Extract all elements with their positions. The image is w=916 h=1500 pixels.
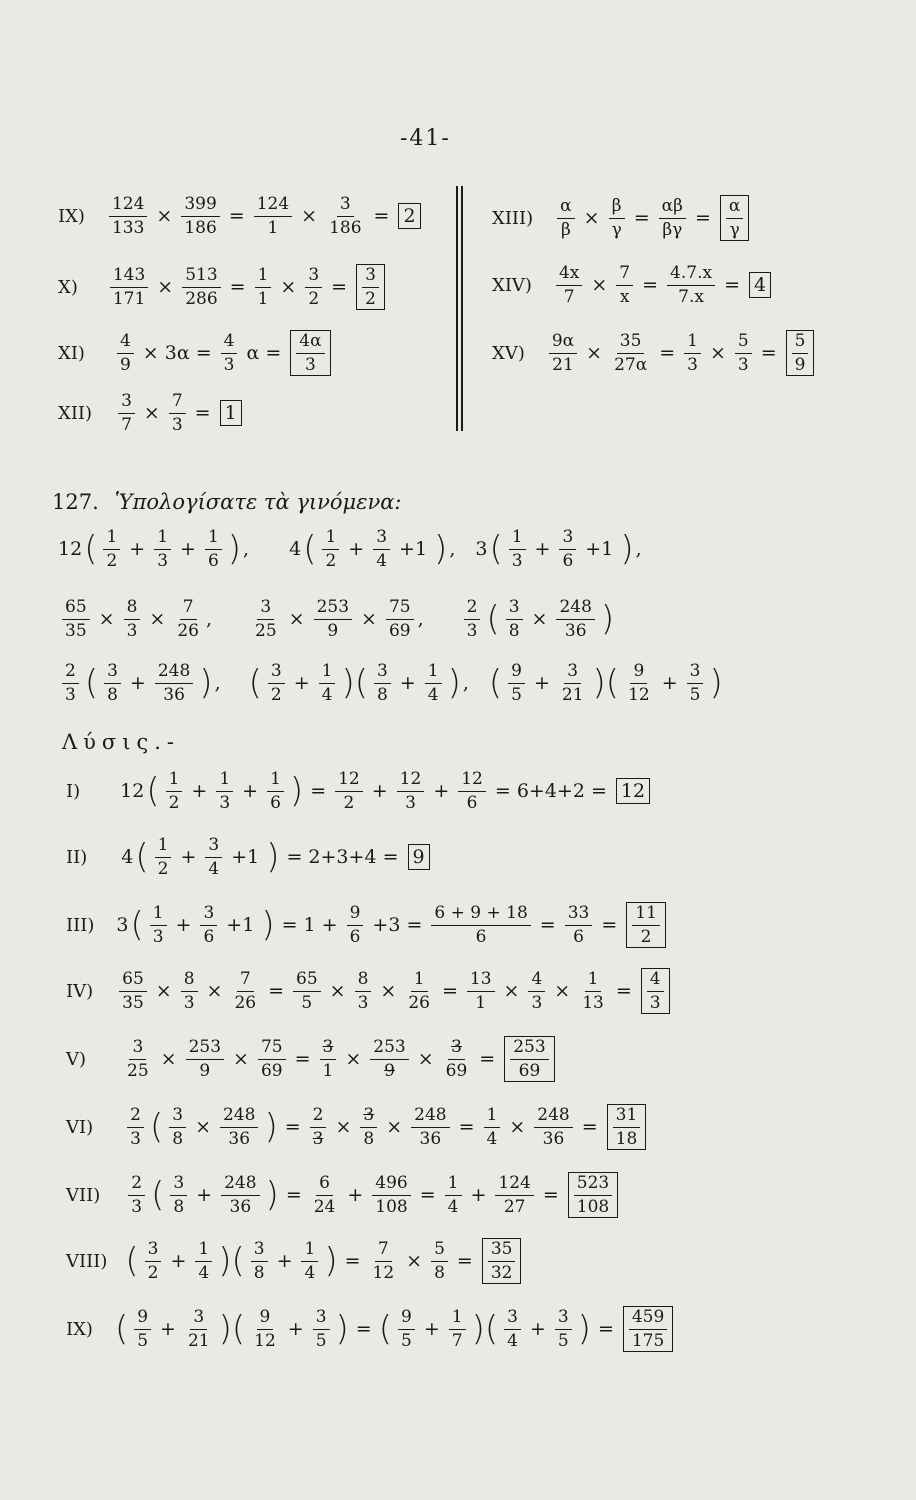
solution-viii: VIII) ( $\frac{3}{2}$ + $\frac{1}{4}$ )( $\frac{3}{8}$ + $\frac{1}{4}$ ) = $\frac{7}{12}$ × $\frac{5}{8}$ = $\frac{35}{32}$ [66, 1238, 521, 1284]
solution-v: V) $\frac{3}{25}$ × $\frac{253}{9}$ × $\frac{75}{69}$ = $\frac{3}{1}$ × $\frac{253}{9}$ × $\frac{3}{69}$ = $\frac{253}{69}$ [66, 1036, 555, 1082]
exercise-xiii: XIII) $\frac{\alpha}{\beta}$ × $\frac{\beta}{\gamma}$ = $\frac{\alpha\beta}{\beta\gamma}$ = $\frac{\alpha}{\gamma}$ [492, 195, 749, 241]
problem-line-3: $\frac{2}{3}$ ( $\frac{3}{8}$ + $\frac{248}{36}$ ) , ( $\frac{3}{2}$ + $\frac{1}{4}$ )( $\frac{3}{8}$ + $\frac{1}{4}$ ) , ( $\frac{9}{5}$ + $\frac{3}{21}$ )( $\frac{9}{12}$ + $\frac{3}{5}$ ) [58, 662, 725, 704]
solution-iii: III) 3 ( $\frac{1}{3}$ + $\frac{3}{6}$ +1 ) = 1 + $\frac{9}{6}$ +3 = $\frac{6 + 9 + 18}{6}$ = $\frac{33}{6}$ = $\frac{11}{2}$ [66, 902, 666, 948]
answer-box: 12 [616, 778, 650, 804]
problem-title: Ὑπολογίσατε τὰ γινόμενα: [114, 490, 402, 514]
answer-box: $\frac{523}{108}$ [568, 1172, 618, 1218]
exercise-xi: XI) $\frac{4}{9}$ × 3α = $\frac{4}{3}$ α = $\frac{4\alpha}{3}$ [58, 330, 331, 376]
answer-box: $\frac{31}{18}$ [607, 1104, 647, 1150]
solution-i: I) 12 ( $\frac{1}{2}$ + $\frac{1}{3}$ + $\frac{1}{6}$ ) = $\frac{12}{2}$ + $\frac{12}{3}$ + $\frac{12}{6}$ = 6+4+2 = 12 [66, 770, 650, 812]
answer-box: 1 [220, 400, 242, 426]
solution-vii: VII) $\frac{2}{3}$ ( $\frac{3}{8}$ + $\frac{248}{36}$ ) = $\frac{6}{24}$ + $\frac{496}{108}$ = $\frac{1}{4}$ + $\frac{124}{27}$ = $\frac{523}{108}$ [66, 1172, 618, 1218]
exercise-xii: XII) $\frac{3}{7}$ × $\frac{7}{3}$ = 1 [58, 392, 242, 434]
exercise-x: X) $\frac{143}{171}$ × $\frac{513}{286}$ = $\frac{1}{1}$ × $\frac{3}{2}$ = $\frac{3}{2}$ [58, 264, 385, 310]
answer-box: $\frac{\alpha}{\gamma}$ [720, 195, 749, 241]
answer-box: 9 [408, 844, 430, 870]
answer-box: $\frac{5}{9}$ [786, 330, 815, 376]
solutions-label: Λύσις.- [62, 730, 181, 754]
problem-line-2: $\frac{65}{35}$ × $\frac{8}{3}$ × $\frac{7}{26}$ , $\frac{3}{25}$ × $\frac{253}{9}$ × $\frac{75}{69}$ , $\frac{2}{3}$ ( $\frac{3}{8}$ × $\frac{248}{36}$ ) [58, 598, 616, 640]
answer-box: 4 [749, 272, 771, 298]
exercise-ix: IX) $\frac{124}{133}$ × $\frac{399}{186}$ = $\frac{124}{1}$ × $\frac{3}{186}$ = 2 [58, 195, 421, 237]
exercise-xv: XV) $\frac{9\alpha}{21}$ × $\frac{35}{27\alpha}$ = $\frac{1}{3}$ × $\frac{5}{3}$ = $\frac{5}{9}$ [492, 330, 814, 376]
answer-box: $\frac{4}{3}$ [641, 968, 670, 1014]
solution-ix: IX) ( $\frac{9}{5}$ + $\frac{3}{21}$ )( $\frac{9}{12}$ + $\frac{3}{5}$ ) = ( $\frac{9}{5}$ + $\frac{1}{7}$ )( $\frac{3}{4}$ + $\frac{3}{5}$ ) = $\frac{459}{175}$ [66, 1306, 673, 1352]
answer-box: $\frac{11}{2}$ [626, 902, 666, 948]
solution-iv: IV) $\frac{65}{35}$ × $\frac{8}{3}$ × $\frac{7}{26}$ = $\frac{65}{5}$ × $\frac{8}{3}$ × $\frac{1}{26}$ = $\frac{13}{1}$ × $\frac{4}{3}$ × $\frac{1}{13}$ = $\frac{4}{3}$ [66, 968, 670, 1014]
solution-vi: VI) $\frac{2}{3}$ ( $\frac{3}{8}$ × $\frac{248}{36}$ ) = $\frac{2}{3}$ × $\frac{3}{8}$ × $\frac{248}{36}$ = $\frac{1}{4}$ × $\frac{248}{36}$ = $\frac{31}{18}$ [66, 1104, 646, 1150]
column-divider [456, 186, 463, 431]
answer-box: $\frac{253}{69}$ [504, 1036, 554, 1082]
page-number: -41- [400, 126, 451, 151]
answer-box: 2 [398, 203, 420, 229]
answer-box: $\frac{459}{175}$ [623, 1306, 673, 1352]
exercise-xiv: XIV) $\frac{4x}{7}$ × $\frac{7}{x}$ = $\frac{4.7.x}{7.x}$ = 4 [492, 264, 771, 306]
solution-ii: II) 4 ( $\frac{1}{2}$ + $\frac{3}{4}$ +1 ) = 2+3+4 = 9 [66, 836, 430, 878]
answer-box: $\frac{4\alpha}{3}$ [290, 330, 330, 376]
answer-box: $\frac{35}{32}$ [482, 1238, 522, 1284]
answer-box: $\frac{3}{2}$ [356, 264, 385, 310]
problem-heading: 127. Ὑπολογίσατε τὰ γινόμενα: [52, 490, 402, 514]
problem-line-1: 12 ( $\frac{1}{2}$ + $\frac{1}{3}$ + $\frac{1}{6}$ ) , 4 ( $\frac{1}{2}$ + $\frac{3}{4}$ +1 ) , 3 ( $\frac{1}{3}$ + $\frac{3}{6}$ +1 ) , [58, 527, 642, 571]
